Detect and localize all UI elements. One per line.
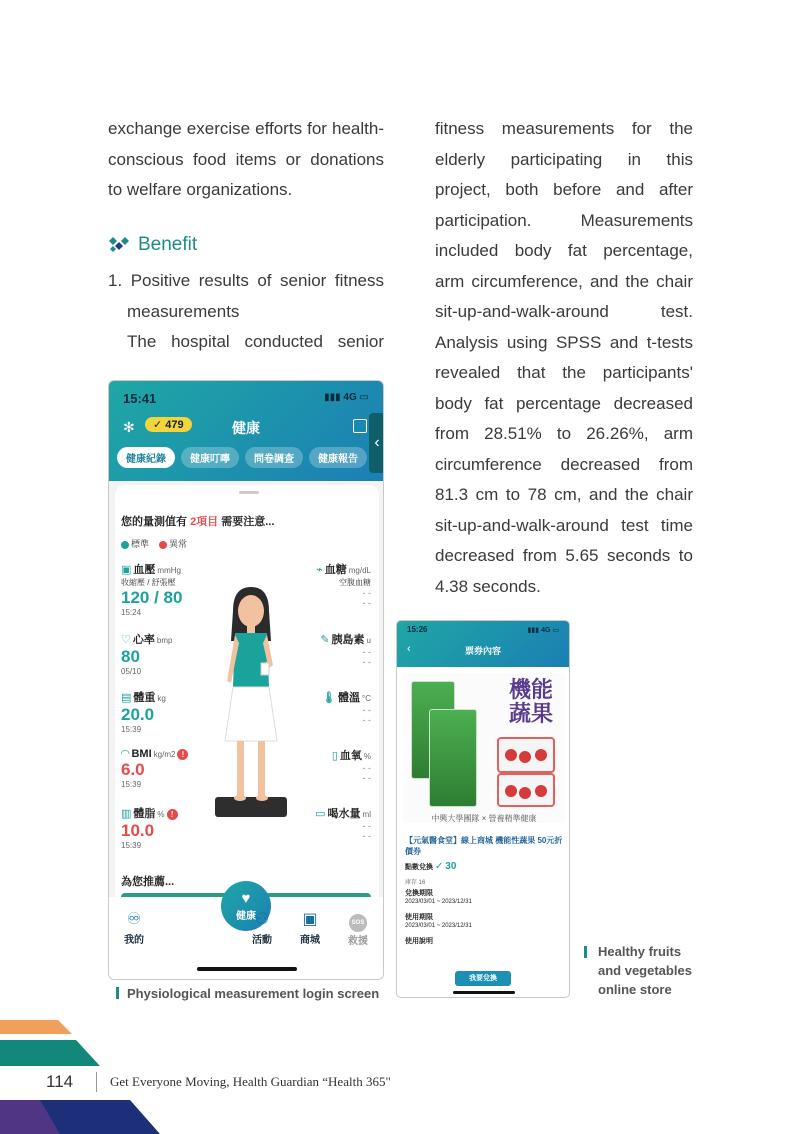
right-text-line: arm circumference, and the chair — [435, 271, 693, 291]
blood-drop-icon: ⌁ — [316, 564, 323, 576]
kv-label: 使用說明 — [405, 938, 433, 945]
benefit-title: Benefit — [138, 234, 198, 255]
nav-label: 救援 — [348, 936, 368, 947]
status-time: 15:26 — [407, 625, 428, 634]
metric-heart-rate[interactable] — [121, 631, 172, 676]
caption-text: and vegetables — [598, 963, 692, 978]
alert-prefix: 您的量測值有 — [121, 516, 187, 528]
big-text-line: 機能 — [508, 678, 553, 703]
cup-icon: ▭ — [315, 808, 326, 820]
points-label: 點數兌換 — [405, 864, 433, 871]
leaf-icon: ✓ — [153, 419, 166, 431]
caption-text: Healthy fruits — [598, 944, 682, 959]
right-text-line: circumference decreased from — [435, 454, 693, 474]
right-text-line: included body fat percentage, — [435, 241, 693, 260]
oximeter-icon: ▯ — [331, 750, 338, 762]
tomato — [519, 787, 531, 799]
metric-time: 15:24 — [121, 608, 142, 617]
metric-value: 10.0 — [121, 821, 155, 840]
metric-unit: % — [157, 810, 165, 819]
left-text-line: conscious food items or donations — [108, 149, 384, 169]
right-text-line: decreased from 5.65 seconds to — [435, 546, 693, 565]
tomato — [535, 749, 547, 761]
kv-label: 兌換期限 — [405, 890, 433, 897]
item1-title-line2: measurements — [127, 301, 240, 321]
heart-icon: ♡ — [121, 634, 131, 646]
image-caption: 中興大學團隊 × 營養精準健康 — [431, 814, 537, 823]
right-text-line: elderly participating in this — [435, 149, 693, 169]
metric-value: - - — [362, 821, 371, 831]
recommend-heading: 為您推薦... — [121, 876, 175, 888]
gauge-icon: ◠ — [121, 748, 130, 760]
metric-name: 血氧 — [339, 750, 362, 762]
metric-name: 體溫 — [338, 692, 361, 704]
nav-mine[interactable] — [109, 909, 159, 946]
abnormal-dot-icon — [159, 541, 167, 549]
metric-unit: °C — [362, 694, 371, 703]
big-text-line: 蔬果 — [508, 702, 553, 727]
status-signal: ▮▮▮ 4G ▭ — [527, 627, 559, 634]
thermometer-icon: 🌡 — [322, 692, 337, 704]
metric-unit: kg/m2 — [153, 750, 176, 759]
decorative-bands — [0, 1016, 110, 1068]
metric-time: - - — [362, 715, 371, 725]
back-icon[interactable]: ‹ — [407, 643, 411, 655]
status-time: 15:41 — [123, 391, 157, 406]
shopping-bag-icon: ▣ — [302, 911, 318, 928]
use-period — [405, 913, 472, 931]
bottom-nav — [109, 890, 383, 980]
legend-abnormal-label: 異常 — [169, 539, 188, 549]
sos-label: SOS — [349, 914, 367, 932]
points-value: 479 — [165, 419, 184, 431]
right-text-line: project, both before and after — [435, 180, 693, 199]
right-text-line: Analysis using SPSS and t-tests — [435, 332, 693, 352]
metric-insulin[interactable] — [320, 631, 371, 667]
right-text-line: participation. Measurements — [435, 210, 693, 230]
metric-temperature[interactable] — [322, 689, 371, 725]
tomato — [519, 751, 531, 763]
legend-abnormal — [159, 537, 187, 550]
blood-pressure-icon: ▣ — [121, 564, 132, 576]
store-title: 票券內容 — [464, 646, 501, 656]
footer-divider — [96, 1072, 97, 1092]
running-title: Get Everyone Moving, Health Guardian “Health 365" — [110, 1074, 391, 1089]
nav-label: 商城 — [300, 935, 320, 946]
legend — [121, 537, 187, 550]
warning-icon: ! — [177, 749, 188, 760]
metric-time: - - — [362, 773, 371, 783]
nav-label: 活動 — [252, 935, 272, 946]
metric-sub: 收縮壓 / 舒張壓 — [121, 578, 176, 587]
metric-water[interactable] — [315, 805, 371, 841]
profile-icon: ♾ — [126, 911, 142, 928]
metric-blood-pressure[interactable] — [121, 561, 182, 617]
metric-blood-oxygen[interactable] — [332, 747, 371, 783]
heartbeat-icon: ♥ — [241, 890, 251, 907]
product-image — [403, 673, 565, 823]
tab-survey[interactable]: 問卷調查 — [245, 447, 303, 468]
product-name: 【元氣醫食堂】線上商城 機能性蔬果 50元折價券 — [405, 836, 563, 856]
app-header — [109, 381, 383, 481]
metric-name: 喝水量 — [327, 808, 361, 820]
alert-suffix: 需要注意... — [221, 516, 275, 528]
measurement-card — [115, 485, 379, 905]
metric-unit: u — [366, 636, 371, 645]
nav-mall[interactable] — [285, 909, 335, 946]
metric-unit: ml — [362, 810, 371, 819]
metric-unit: mg/dL — [348, 566, 371, 575]
page-number: 114 — [46, 1072, 74, 1091]
metric-sub: 空腹血糖 — [339, 578, 371, 587]
tomato-box — [497, 737, 555, 773]
points-redeem — [405, 861, 456, 872]
tomato — [505, 785, 517, 797]
metric-time: - - — [362, 598, 371, 608]
health-app-screenshot — [108, 380, 384, 980]
metric-time: - - — [362, 657, 371, 667]
caption-online-store — [584, 942, 692, 999]
left-column-text — [108, 114, 384, 206]
metric-body-fat[interactable] — [121, 805, 178, 850]
right-text-line: sit-up-and-walk-around test time — [435, 515, 693, 535]
kv-value: 2023/03/01 ~ 2023/12/31 — [405, 923, 472, 929]
redeem-button[interactable]: 我要兌換 — [455, 971, 511, 986]
redeem-period — [405, 889, 472, 907]
caption-bar — [116, 987, 119, 999]
right-text-line: from 28.51% to 26.26%, arm — [435, 424, 693, 443]
points-value: 30 — [445, 861, 457, 872]
tab-health-report[interactable]: 健康報告 — [309, 447, 367, 468]
network-label: 4G — [343, 392, 357, 403]
metric-value: - - — [362, 588, 371, 598]
metric-weight[interactable] — [121, 689, 166, 734]
tomato-box — [497, 773, 555, 807]
metric-value: - - — [362, 763, 371, 773]
syringe-icon: ✎ — [320, 634, 330, 646]
metric-unit: % — [363, 752, 371, 761]
warning-icon: ! — [167, 809, 178, 820]
metric-name: BMI — [131, 748, 152, 760]
metric-time: 15:39 — [121, 725, 142, 734]
sos-icon — [333, 909, 383, 932]
store-header — [397, 621, 569, 667]
home-indicator — [453, 991, 515, 994]
metric-value: 80 — [121, 647, 140, 666]
app-title: 健康 — [232, 420, 260, 436]
gear-icon[interactable]: ✻ — [123, 419, 135, 435]
vegetable-pack — [429, 709, 477, 807]
item1-title-line1: 1. Positive results of senior fitness — [108, 271, 384, 290]
kv-value: 2023/03/01 ~ 2023/12/31 — [405, 899, 472, 905]
drag-handle[interactable] — [239, 491, 259, 494]
normal-dot-icon — [121, 541, 129, 549]
legend-normal — [121, 537, 149, 550]
metric-value: 20.0 — [121, 705, 155, 724]
left-text-line: exchange exercise efforts for health- — [108, 119, 384, 138]
chevron-left-icon[interactable]: ‹ — [369, 413, 384, 473]
caption-bar — [584, 946, 587, 958]
alert-text — [121, 513, 274, 529]
right-text-line: fitness measurements for the — [435, 119, 693, 138]
woman-on-scale-illustration — [211, 581, 291, 821]
online-store-screenshot — [396, 620, 570, 998]
diamond-cluster-icon — [108, 236, 130, 254]
tab-health-record[interactable]: 健康紀錄 — [117, 447, 175, 468]
nav-label: 我的 — [124, 935, 144, 946]
right-text-line: sit-up-and-walk-around test. — [435, 302, 693, 321]
left-text-line: to welfare organizations. — [108, 180, 293, 199]
metric-blood-sugar[interactable] — [316, 561, 371, 608]
tomato — [535, 785, 547, 797]
item1-body-line1: The hospital conducted senior — [127, 332, 384, 351]
metric-value: 6.0 — [121, 760, 145, 779]
edit-icon[interactable] — [353, 419, 367, 433]
metric-name: 胰島素 — [331, 634, 365, 646]
nav-activities[interactable] — [237, 909, 287, 946]
metric-time: - - — [362, 831, 371, 841]
caption-text: online store — [598, 982, 672, 997]
nav-label: 健康 — [236, 911, 256, 922]
home-indicator — [197, 967, 297, 971]
metric-time: 05/10 — [121, 667, 142, 676]
right-text-line: body fat percentage decreased — [435, 393, 693, 413]
network-label: 4G — [541, 627, 551, 634]
tab-health-reminder[interactable]: 健康叮嚀 — [181, 447, 239, 468]
nav-rescue[interactable] — [333, 909, 383, 947]
leaf-icon: ✓ — [434, 861, 444, 872]
metric-name: 體重 — [133, 692, 156, 704]
stock-text: 庫存 16 — [405, 880, 426, 886]
scale-icon: ▤ — [121, 692, 132, 704]
tomato — [505, 749, 517, 761]
people-icon: ⚇ — [254, 911, 270, 928]
metric-value: - - — [362, 647, 371, 657]
right-text-line: revealed that the participants' — [435, 363, 693, 382]
usage-notes — [405, 937, 433, 946]
caption-measurement-screen — [116, 984, 379, 1003]
kv-label: 使用期限 — [405, 914, 433, 921]
functional-produce-title — [509, 679, 553, 727]
benefit-item-1 — [108, 266, 384, 358]
right-text-line: 4.38 seconds. — [435, 576, 541, 596]
metric-time: 15:39 — [121, 841, 142, 850]
metric-value: 120 / 80 — [121, 588, 183, 607]
tab-bar — [117, 447, 367, 468]
metric-name: 體脂 — [133, 808, 156, 820]
legend-normal-label: 標準 — [131, 539, 150, 549]
metric-name: 血糖 — [324, 564, 347, 576]
metric-value: - - — [362, 705, 371, 715]
alert-count: 2項目 — [190, 516, 219, 528]
metric-name: 血壓 — [133, 564, 156, 576]
metric-name: 心率 — [132, 634, 155, 646]
metric-time: 15:39 — [121, 780, 142, 789]
status-signal: ▮▮▮ 4G ▭ — [324, 392, 369, 403]
metric-unit: bmp — [156, 636, 173, 645]
body-fat-icon: ▥ — [121, 808, 132, 820]
caption-text: Physiological measurement login screen — [127, 986, 380, 1001]
metric-unit: kg — [157, 694, 166, 703]
benefit-heading — [108, 234, 197, 256]
decorative-footer-band — [0, 1100, 170, 1134]
right-text-line: 81.3 cm to 78 cm, and the chair — [435, 485, 693, 504]
metric-unit: mmHg — [157, 566, 181, 575]
right-column-text — [435, 114, 693, 602]
metric-bmi[interactable] — [121, 747, 188, 789]
